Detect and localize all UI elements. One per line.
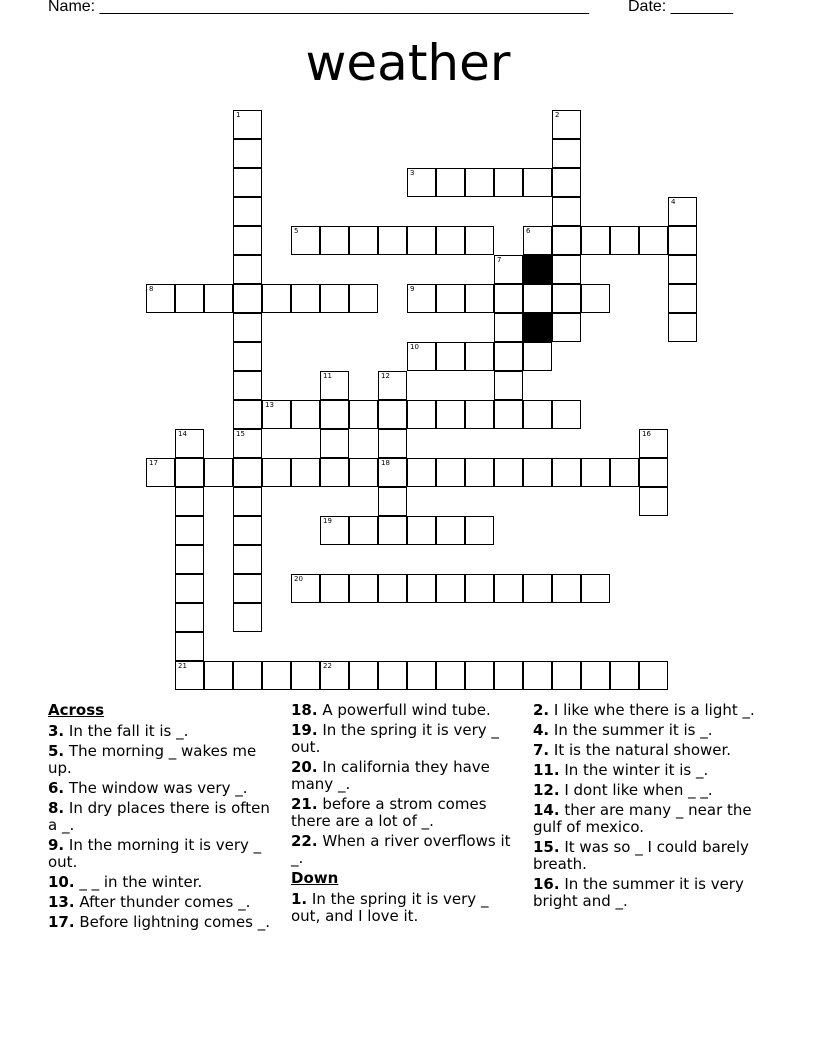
grid-cell[interactable] (233, 197, 262, 226)
grid-cell[interactable] (465, 458, 494, 487)
grid-cell[interactable] (668, 255, 697, 284)
grid-cell[interactable] (407, 574, 436, 603)
clue-number: 22 (323, 662, 332, 670)
grid-cell[interactable] (668, 226, 697, 255)
grid-cell[interactable] (494, 458, 523, 487)
grid-cell[interactable] (436, 284, 465, 313)
clue-num: 17. (48, 913, 75, 931)
grid-cell[interactable] (204, 458, 233, 487)
clue-num: 20. (291, 758, 318, 776)
grid-cell[interactable] (320, 458, 349, 487)
clue-num: 19. (291, 721, 318, 739)
grid-cell[interactable] (320, 400, 349, 429)
grid-cell[interactable] (233, 429, 262, 458)
clue-number: 14 (178, 430, 187, 438)
across-clue (48, 743, 270, 777)
grid-cell[interactable] (233, 400, 262, 429)
grid-cell[interactable] (349, 661, 378, 690)
grid-cell[interactable] (552, 110, 581, 139)
grid-cell[interactable] (552, 255, 581, 284)
clue-num: 16. (533, 875, 560, 893)
grid-cell[interactable] (378, 516, 407, 545)
grid-cell[interactable] (233, 139, 262, 168)
clue-text: When a river overflows it _. (291, 832, 511, 867)
grid-cell[interactable] (175, 458, 204, 487)
grid-cell[interactable] (552, 284, 581, 313)
grid-cell[interactable] (233, 371, 262, 400)
grid-cell[interactable] (436, 342, 465, 371)
grid-cell[interactable] (552, 458, 581, 487)
down-clue (291, 891, 513, 925)
grid-cell[interactable] (407, 226, 436, 255)
grid-cell[interactable] (175, 284, 204, 313)
clue-num: 1. (291, 890, 308, 908)
clue-text: In the spring it is very _ out. (291, 721, 499, 756)
grid-cell[interactable] (581, 458, 610, 487)
down-heading: Down (291, 869, 339, 887)
clue-text: A powerfull wind tube. (317, 701, 491, 719)
grid-cell[interactable] (610, 458, 639, 487)
clue-num: 4. (533, 721, 550, 739)
grid-cell[interactable] (407, 400, 436, 429)
clue-number: 5 (294, 227, 299, 235)
clue-num: 15. (533, 838, 560, 856)
grid-cell[interactable] (436, 516, 465, 545)
grid-cell[interactable] (465, 400, 494, 429)
clue-text: The window was very _. (64, 779, 248, 797)
grid-cell[interactable] (349, 458, 378, 487)
down-clue (533, 802, 758, 836)
grid-cell[interactable] (233, 313, 262, 342)
grid-cell[interactable] (407, 458, 436, 487)
grid-cell[interactable] (233, 487, 262, 516)
grid-cell[interactable] (523, 226, 552, 255)
grid-cell[interactable] (291, 458, 320, 487)
grid-cell[interactable] (552, 197, 581, 226)
grid-cell[interactable] (291, 574, 320, 603)
grid-cell[interactable] (146, 284, 175, 313)
grid-cell[interactable] (436, 574, 465, 603)
grid-cell[interactable] (407, 516, 436, 545)
grid-cell[interactable] (320, 284, 349, 313)
grid-cell[interactable] (436, 168, 465, 197)
down-clue (533, 702, 758, 719)
grid-cell[interactable] (291, 661, 320, 690)
grid-cell[interactable] (552, 168, 581, 197)
grid-cell[interactable] (349, 516, 378, 545)
clue-text: In california they have many _. (291, 758, 490, 793)
clue-num: 3. (48, 722, 65, 740)
grid-cell[interactable] (639, 487, 668, 516)
grid-cell[interactable] (610, 661, 639, 690)
clue-text: After thunder comes _. (74, 893, 251, 911)
clue-text: In the summer it is very bright and _. (533, 875, 744, 910)
grid-cell[interactable] (668, 197, 697, 226)
clue-number: 1 (236, 111, 241, 119)
across-clue (48, 800, 270, 834)
grid-cell[interactable] (349, 574, 378, 603)
grid-cell[interactable] (233, 226, 262, 255)
grid-cell[interactable] (175, 516, 204, 545)
grid-cell[interactable] (233, 603, 262, 632)
grid-cell[interactable] (465, 516, 494, 545)
clue-number: 18 (381, 459, 390, 467)
clue-number: 8 (149, 285, 154, 293)
grid-cell[interactable] (465, 226, 494, 255)
grid-cell[interactable] (262, 400, 291, 429)
grid-cell[interactable] (378, 487, 407, 516)
clue-number: 9 (410, 285, 415, 293)
grid-cell[interactable] (494, 168, 523, 197)
grid-cell[interactable] (668, 313, 697, 342)
clues-col2 (291, 702, 513, 928)
grid-cell[interactable] (233, 574, 262, 603)
grid-cell[interactable] (407, 342, 436, 371)
across-clue (291, 796, 513, 830)
name-field-label: Name: _______________________________________________________ (48, 0, 589, 15)
grid-cell[interactable] (378, 429, 407, 458)
clue-number: 7 (497, 256, 502, 264)
grid-cell[interactable] (523, 342, 552, 371)
clue-number: 2 (555, 111, 560, 119)
grid-cell[interactable] (494, 400, 523, 429)
grid-cell[interactable] (233, 661, 262, 690)
grid-cell[interactable] (610, 226, 639, 255)
grid-cell[interactable] (494, 313, 523, 342)
clue-text: In the spring it is very _ out, and I love it. (291, 890, 489, 925)
grid-cell[interactable] (175, 429, 204, 458)
clue-number: 10 (410, 343, 419, 351)
grid-cell[interactable] (407, 168, 436, 197)
grid-cell[interactable] (552, 313, 581, 342)
clue-num: 18. (291, 701, 318, 719)
clue-number: 13 (265, 401, 274, 409)
clue-number: 17 (149, 459, 158, 467)
grid-cell[interactable] (494, 574, 523, 603)
grid-cell[interactable] (233, 545, 262, 574)
grid-cell[interactable] (465, 574, 494, 603)
clue-text: In the morning it is very _ out. (48, 836, 262, 871)
grid-cell[interactable] (378, 661, 407, 690)
clue-text: In the summer it is _. (549, 721, 713, 739)
grid-cell[interactable] (581, 284, 610, 313)
across-clue (48, 914, 270, 931)
grid-cell[interactable] (320, 661, 349, 690)
down-clue (533, 782, 758, 799)
grid-cell[interactable] (349, 284, 378, 313)
grid-cell[interactable] (175, 487, 204, 516)
grid-cell[interactable] (436, 458, 465, 487)
grid-cell[interactable] (262, 661, 291, 690)
grid-cell[interactable] (581, 226, 610, 255)
clue-text: I dont like when _ _. (559, 781, 713, 799)
across-clue (291, 722, 513, 756)
clue-text: _ _ in the winter. (74, 873, 203, 891)
clue-num: 14. (533, 801, 560, 819)
grid-cell[interactable] (233, 168, 262, 197)
grid-cell[interactable] (378, 574, 407, 603)
clue-number: 15 (236, 430, 245, 438)
across-clue (291, 702, 513, 719)
black-cell (523, 255, 552, 284)
grid-cell[interactable] (378, 400, 407, 429)
clue-text: I like whe there is a light _. (549, 701, 755, 719)
down-clue (533, 839, 758, 873)
grid-cell[interactable] (552, 400, 581, 429)
grid-cell[interactable] (378, 458, 407, 487)
grid-cell[interactable] (262, 284, 291, 313)
grid-cell[interactable] (668, 284, 697, 313)
grid-cell[interactable] (581, 574, 610, 603)
across-clue (291, 833, 513, 867)
clue-text: It is the natural shower. (549, 741, 732, 759)
grid-cell[interactable] (494, 371, 523, 400)
grid-cell[interactable] (233, 342, 262, 371)
across-clue (291, 759, 513, 793)
grid-cell[interactable] (320, 371, 349, 400)
across-heading: Across (48, 701, 105, 719)
grid-cell[interactable] (523, 661, 552, 690)
grid-cell[interactable] (407, 284, 436, 313)
grid-cell[interactable] (552, 139, 581, 168)
grid-cell[interactable] (233, 516, 262, 545)
grid-cell[interactable] (639, 661, 668, 690)
clue-num: 5. (48, 742, 65, 760)
clue-number: 19 (323, 517, 332, 525)
page-title: weather (305, 34, 511, 92)
clue-num: 22. (291, 832, 318, 850)
grid-cell[interactable] (378, 371, 407, 400)
across-clue (48, 723, 270, 740)
grid-cell[interactable] (320, 516, 349, 545)
date-field-label: Date: _______ (628, 0, 733, 15)
clue-text: ther are many _ near the gulf of mexico. (533, 801, 752, 836)
clue-num: 13. (48, 893, 75, 911)
clue-number: 21 (178, 662, 187, 670)
grid-cell[interactable] (204, 284, 233, 313)
grid-cell[interactable] (320, 226, 349, 255)
grid-cell[interactable] (291, 400, 320, 429)
grid-cell[interactable] (494, 284, 523, 313)
clue-number: 12 (381, 372, 390, 380)
clue-number: 20 (294, 575, 303, 583)
across-clue (48, 837, 270, 871)
grid-cell[interactable] (175, 574, 204, 603)
grid-cell[interactable] (291, 226, 320, 255)
down-clues-col3 (533, 702, 758, 913)
clue-text: It was so _ I could barely breath. (533, 838, 749, 873)
grid-cell[interactable] (378, 226, 407, 255)
grid-cell[interactable] (291, 284, 320, 313)
down-clue (533, 762, 758, 779)
grid-cell[interactable] (494, 255, 523, 284)
clue-num: 10. (48, 873, 75, 891)
clue-num: 12. (533, 781, 560, 799)
clue-num: 7. (533, 741, 550, 759)
grid-cell[interactable] (146, 458, 175, 487)
down-clue (533, 722, 758, 739)
grid-cell[interactable] (175, 632, 204, 661)
black-cell (523, 313, 552, 342)
clue-num: 11. (533, 761, 560, 779)
grid-cell[interactable] (349, 226, 378, 255)
across-clues-col1 (48, 702, 270, 934)
clue-number: 3 (410, 169, 415, 177)
grid-cell[interactable] (320, 574, 349, 603)
clue-text: before a strom comes there are a lot of _. (291, 795, 487, 830)
grid-cell[interactable] (407, 661, 436, 690)
clue-num: 8. (48, 799, 65, 817)
grid-cell[interactable] (494, 661, 523, 690)
grid-cell[interactable] (349, 400, 378, 429)
grid-cell[interactable] (233, 110, 262, 139)
clue-number: 6 (526, 227, 531, 235)
grid-cell[interactable] (523, 574, 552, 603)
grid-cell[interactable] (465, 342, 494, 371)
grid-cell[interactable] (233, 284, 262, 313)
clue-text: The morning _ wakes me up. (48, 742, 257, 777)
clue-num: 2. (533, 701, 550, 719)
grid-cell[interactable] (233, 255, 262, 284)
grid-cell[interactable] (639, 429, 668, 458)
clue-num: 6. (48, 779, 65, 797)
grid-cell[interactable] (639, 226, 668, 255)
clue-num: 21. (291, 795, 318, 813)
clue-number: 16 (642, 430, 651, 438)
grid-cell[interactable] (465, 284, 494, 313)
grid-cell[interactable] (523, 458, 552, 487)
grid-cell[interactable] (320, 429, 349, 458)
down-clue (533, 742, 758, 759)
clue-num: 9. (48, 836, 65, 854)
grid-cell[interactable] (552, 661, 581, 690)
grid-cell[interactable] (204, 661, 233, 690)
grid-cell[interactable] (552, 226, 581, 255)
across-clue (48, 894, 270, 911)
clue-text: In the winter it is _. (559, 761, 709, 779)
clue-number: 4 (671, 198, 676, 206)
grid-cell[interactable] (523, 284, 552, 313)
clue-text: In the fall it is _. (64, 722, 189, 740)
grid-cell[interactable] (436, 661, 465, 690)
grid-cell[interactable] (262, 458, 291, 487)
across-clue (48, 780, 270, 797)
grid-cell[interactable] (552, 574, 581, 603)
grid-cell[interactable] (436, 226, 465, 255)
down-clue (533, 876, 758, 910)
grid-cell[interactable] (175, 545, 204, 574)
clue-number: 11 (323, 372, 332, 380)
grid-cell[interactable] (581, 661, 610, 690)
grid-cell[interactable] (639, 458, 668, 487)
grid-cell[interactable] (175, 661, 204, 690)
grid-cell[interactable] (465, 661, 494, 690)
grid-cell[interactable] (494, 342, 523, 371)
grid-cell[interactable] (175, 603, 204, 632)
grid-cell[interactable] (523, 168, 552, 197)
grid-cell[interactable] (233, 458, 262, 487)
across-clue (48, 874, 270, 891)
grid-cell[interactable] (465, 168, 494, 197)
clue-text: Before lightning comes _. (74, 913, 270, 931)
grid-cell[interactable] (523, 400, 552, 429)
grid-cell[interactable] (436, 400, 465, 429)
clue-text: In dry places there is often a _. (48, 799, 270, 834)
